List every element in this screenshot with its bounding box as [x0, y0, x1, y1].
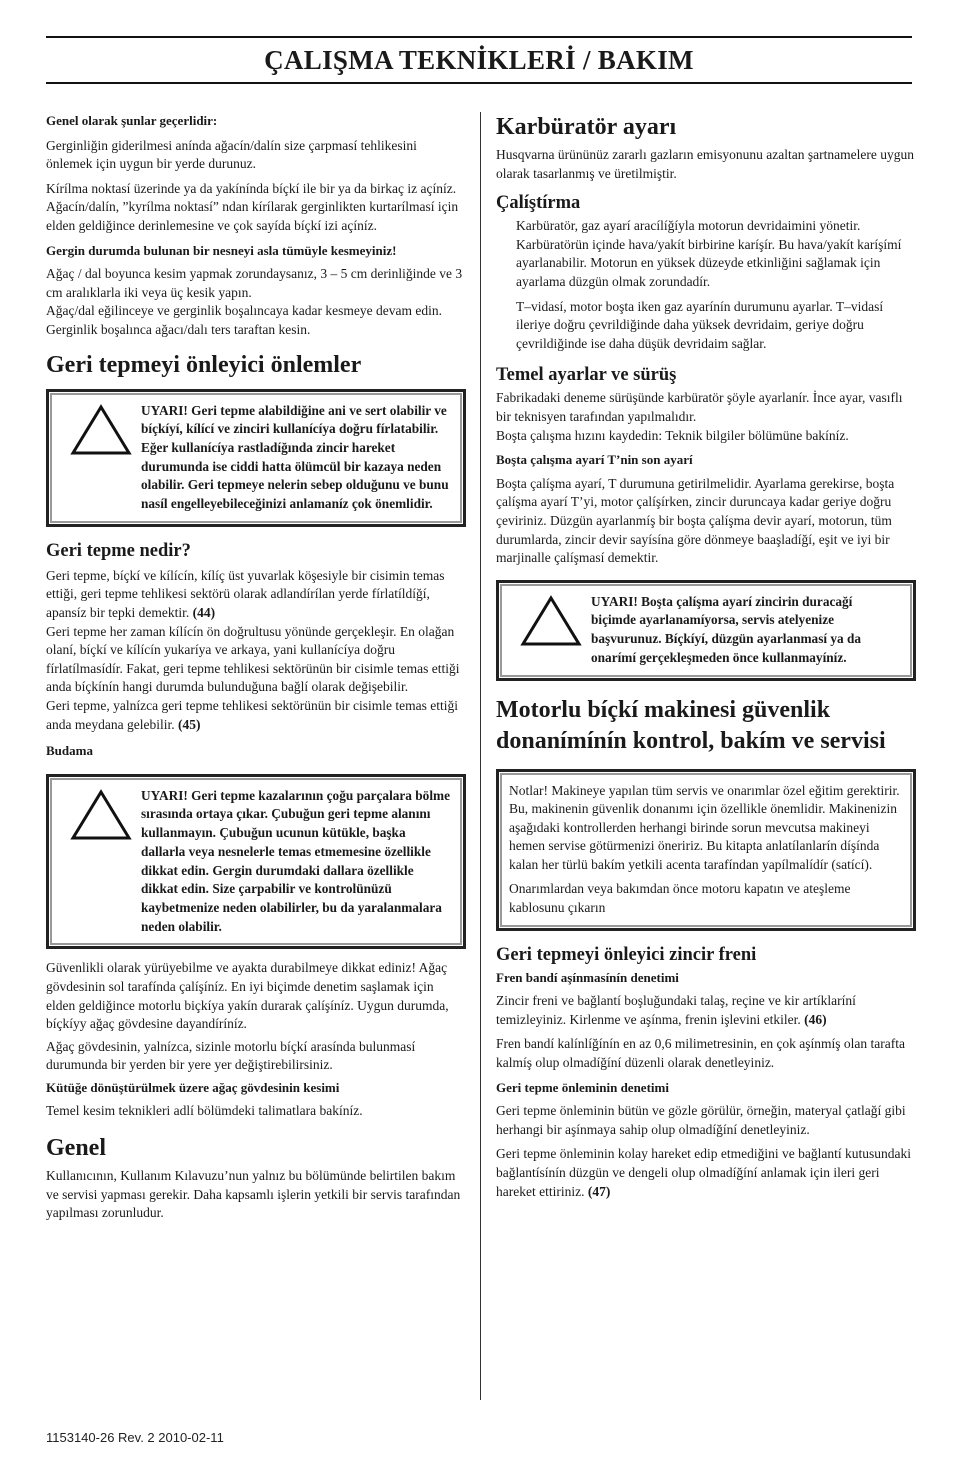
warning-box — [496, 580, 916, 681]
warning-triangle-icon — [61, 402, 141, 514]
paragraph: Gerginliğin giderilmesi anínda ağacín/dalín size çarpmasí tehlikesini önlemek için uygun bir yerde durunuz. — [46, 137, 417, 172]
page-title: ÇALIŞMA TEKNİKLERİ / BAKIM — [264, 44, 694, 75]
paragraph: Kullanıcının, Kullanım Kılavuzu’nun yalnız bu bölümünde belirtilen bakım ve servisi yapması gerekir. Daha kapsamlı işlerin yetkili bir servis tarafından yapılması zorunludur. — [46, 1168, 461, 1221]
paragraph: Gerginlik boşalınca ağacı/dalı ters taraftan kesin. — [46, 321, 311, 337]
warning-text: UYARI! Geri tepme kazalarının çoğu parçalara bölme sırasında ortaya çıkar. Çubuğun geri tepme alanını kullanmayın. Çubuğun ucunun kütükle, başka dallarla veya nesnelerle temas etmemesine özellikle dikkat edin. Gergin durumdaki dallara özellikle dikkat edin. Size çarpabilir ve kontrolünüzü kaybetmenize neden olabilirler, bu da yaralanmalara neden olabilir. — [141, 787, 450, 934]
section-heading-genel: Genel — [46, 1135, 106, 1162]
bold-note: Kütüğe dönüştürülmek üzere ağaç gövdesinin kesimi — [46, 1079, 340, 1095]
paragraph-text: Geri tepme, bíçkí ve kílícín, kílíç üst yuvarlak köşesiyle bir cisimin temas ettiği, geri tepme tehlikesi sektörü olarak adlandírílan yerde fírlatíldíğí, apansíz bir tepki demektir. — [46, 567, 445, 620]
note-text: Notlar! Makineye yapılan tüm servis ve onarımlar özel eğitim gerektirir. Bu, makinenin güvenlik donanımı için özellikle önemlidir. Makinenizin aşağıdaki kontrollerden herhangi birinde sorun mevcutsa makineyi hemen servise götürmenizi öneririz. Bu kitapta anlatílanlarín díşínda kalan her türlü bakím yetkili acenta tarafíndan yapílmalídír (satící). — [509, 782, 900, 872]
subsection-heading-calistirma: Çalíştírma — [496, 193, 581, 214]
paragraph-text: Geri tepme önleminin kolay hareket edip etmediğini ve bağlantí kutusundaki bağlantísínín düzgün ve dengeli olup olmadíğíní anlamak için ileri geri hareket ettiriniz. — [496, 1146, 912, 1199]
paragraph: T–vidasí, motor boşta iken gaz ayarínín durumunu ayarlar. T–vidasí ileriye doğru çevrildiğinde daha yüksek devridaim, geriye doğru çevrildiğinde ise daha düşük devridaim sağlar. — [516, 298, 884, 351]
paragraph-text: Geri tepme, yalnízca geri tepme tehlikesi sektörünün bir cisimle temas ettiği anda meydana gelebilir. — [46, 697, 458, 732]
section-heading-motorlu: Motorlu bíçkí makinesi güvenlik donanímínín kontrol, bakím ve servisi — [496, 696, 886, 754]
bold-note: Fren bandí aşínmasínín denetimi — [496, 969, 679, 985]
left-column — [46, 112, 466, 1223]
warning-box — [46, 389, 466, 527]
paragraph: Geri tepme önleminin bütün ve gözle görülür, örneğin, materyal çatlağí gibi herhangi bir aşínmaya sahip olup olmadíğíní denetleyiniz. — [496, 1103, 906, 1137]
paragraph: Güvenlikli olarak yürüyebilme ve ayakta durabilmeye dikkat ediniz! Ağaç gövdesinin sol tarafínda çalíşíníz. En iyi biçimde denetim saşlamak için elden geldiğince motorlu biçkíya yakín durarak çalíşíníz. Uygun durumda, bíçkíyy ağaç gövdesine dayandíríníz. — [46, 960, 449, 1032]
paragraph: Fren bandí kalínlíğínín en az 0,6 milimetresinin, en çok aşínmíş olan tarafta kalmíş olup olmadíğíní düzenli olarak denetleyiniz. — [496, 1036, 906, 1071]
figure-reference: (46) — [804, 1011, 827, 1027]
bold-note: Boşta çalışma ayarí T’nin son ayarí — [496, 452, 693, 468]
paragraph: Boşta çalíşma ayarí, T durumuna getirilmelidir. Ayarlama gerekirse, boşta çalíşma ayarí T’yi, motor çalíşírken, zincir duruncaya kadar geriye doğru çeviriniz. Düzgün ayarlanmíş bir boşta çalíşma devir ayarí, motorun, tüm durumlarda, zincir devir sayísína göre dönmeye baaşladíğí, eşit ve iyi bir marjinalle çalíşmasí demektir. — [496, 475, 895, 566]
figure-reference: (47) — [587, 1183, 611, 1199]
warning-text: UYARI! Geri tepme alabildiğine ani ve sert olabilir ve bíçkíyí, kílící ve zinciri kullanícíya doğru fírlatabilir. Eğer kullanícíya rastladíğında zincir hareket durumunda ise ciddi hatta ölümcül bir kazaya neden olabilir. Geri tepmeye nelerin sebep olduğunu ve bunu nasíl engelleyebileceğinizi anlamaníz çok önemlidir. — [141, 402, 449, 512]
bold-note: Gergin durumda bulunan bir nesneyi asla tümüyle kesmeyiniz! — [46, 242, 397, 258]
subsection-heading-what: Geri tepme nedir? — [46, 540, 191, 561]
page-title-bar — [46, 36, 912, 84]
warning-triangle-icon — [61, 787, 141, 937]
paragraph — [496, 1145, 916, 1201]
section-heading-karburator: Karbüratör ayarı — [496, 114, 677, 140]
general-heading: Genel olarak şunlar geçerlidir: — [46, 113, 218, 128]
paragraph: Temel kesim teknikleri adlí bölümdeki talimatlara bakíníz. — [46, 1103, 363, 1119]
footer-doc-id: 1153140-26 Rev. 2 2010-02-11 — [46, 1430, 224, 1445]
paragraph: Ağaç gövdesinin, yalnízca, sizinle motorlu bíçkí arasínda bulunmasí durumunda bir yerden bir yere yer değiştirebilirsiniz. — [46, 1038, 416, 1073]
right-column — [496, 112, 916, 1201]
column-divider — [480, 112, 481, 1400]
paragraph: Kírílma noktasí üzerinde ya da yakínínda bíçkí ile bir ya da birkaç iz açíníz. Ağacín/dalín, ”kyrílma noktasí” ndan kírílarak gerginlikten kurtarílmasí için elden geldiğince derinlemesine ve çok sayída bíçkí izi açíníz. — [46, 180, 459, 233]
paragraph: Ağaç / dal boyunca kesim yapmak zorundaysanız, 3 – 5 cm derinliğinde ve 3 cm aralıklarla iki veya üç kesik yapın. — [46, 266, 463, 300]
paragraph: Geri tepme her zaman kílícín ön doğrultusu yönünde gerçekleşir. En olağan olaní, bíçkí ve kílícín yukaríya ve arkaya, yani kullanícíya doğru fírlatílmasídír. Fakat, geri tepme tehlikesi sektörünün bir cisimle temas ettiği anda bíçkínín hangi durumda bulunduğuna bağlí olarak değişebilir. — [46, 623, 460, 695]
paragraph: Husqvarna ürününüz zararlı gazların emisyonunu azaltan şartnamelere uygun olarak tasarlanmış ve üretilmiştir. — [496, 147, 914, 181]
section-heading-kickback: Geri tepmeyi önleyici önlemler — [46, 351, 362, 378]
paragraph — [46, 567, 466, 623]
note-text: Onarımlardan veya bakımdan önce motoru kapatın ve ateşleme kablosunu çıkarın — [509, 881, 851, 916]
paragraph: Ağaç/dal eğilinceye ve gerginlik boşalıncaya kadar kesmeye devam edin. — [46, 303, 442, 319]
paragraph-text: Zincir freni ve bağlantí boşluğundaki talaş, reçine ve kir artíklaríní temizleyiniz. Kirlenme ve aşínma, frenin işlevini etkiler. — [496, 993, 856, 1027]
note-box — [496, 769, 916, 931]
paragraph: Boşta çalışma hızını kaydedin: Teknik bilgiler bölümüne bakíníz. — [496, 427, 849, 443]
warning-triangle-icon — [511, 593, 591, 668]
figure-reference: (45) — [177, 716, 201, 732]
paragraph: Fabrikadaki deneme sürüşünde karbüratör şöyle ayarlanír. İnce ayar, vasıflı bir teknisyen tarafından yapılmalıdır. — [496, 390, 903, 424]
budama-heading: Budama — [46, 743, 93, 759]
bold-note: Geri tepme önleminin denetimi — [496, 1079, 669, 1095]
warning-text: UYARI! Boşta çalíşma ayarí zincirin duracağí biçimde ayarlanamíyorsa, servis atelyenize başvurunuz. Bíçkíyí, düzgün ayarlanmasí ya da onarímí gerçekleşmeden önce kullanmayíníz. — [591, 593, 862, 665]
paragraph — [46, 697, 466, 734]
warning-box — [46, 774, 466, 950]
paragraph: Karbüratör, gaz ayarí aracílíğíyla motorun devridaimini yönetir. Karbüratörün içinde hava/yakít birbirine karíşír. Bu hava/yakít karíşímí ayarlanabilir. Motorun en yüksek düzeyde etkinliğini sağlamak için ayarlama düzgün olmak zorundadír. — [516, 218, 902, 289]
figure-reference: (44) — [192, 604, 216, 620]
subsection-heading-fren: Geri tepmeyi önleyici zincir freni — [496, 944, 757, 965]
paragraph — [496, 992, 916, 1029]
subsection-heading-temel: Temel ayarlar ve sürüş — [496, 365, 677, 386]
